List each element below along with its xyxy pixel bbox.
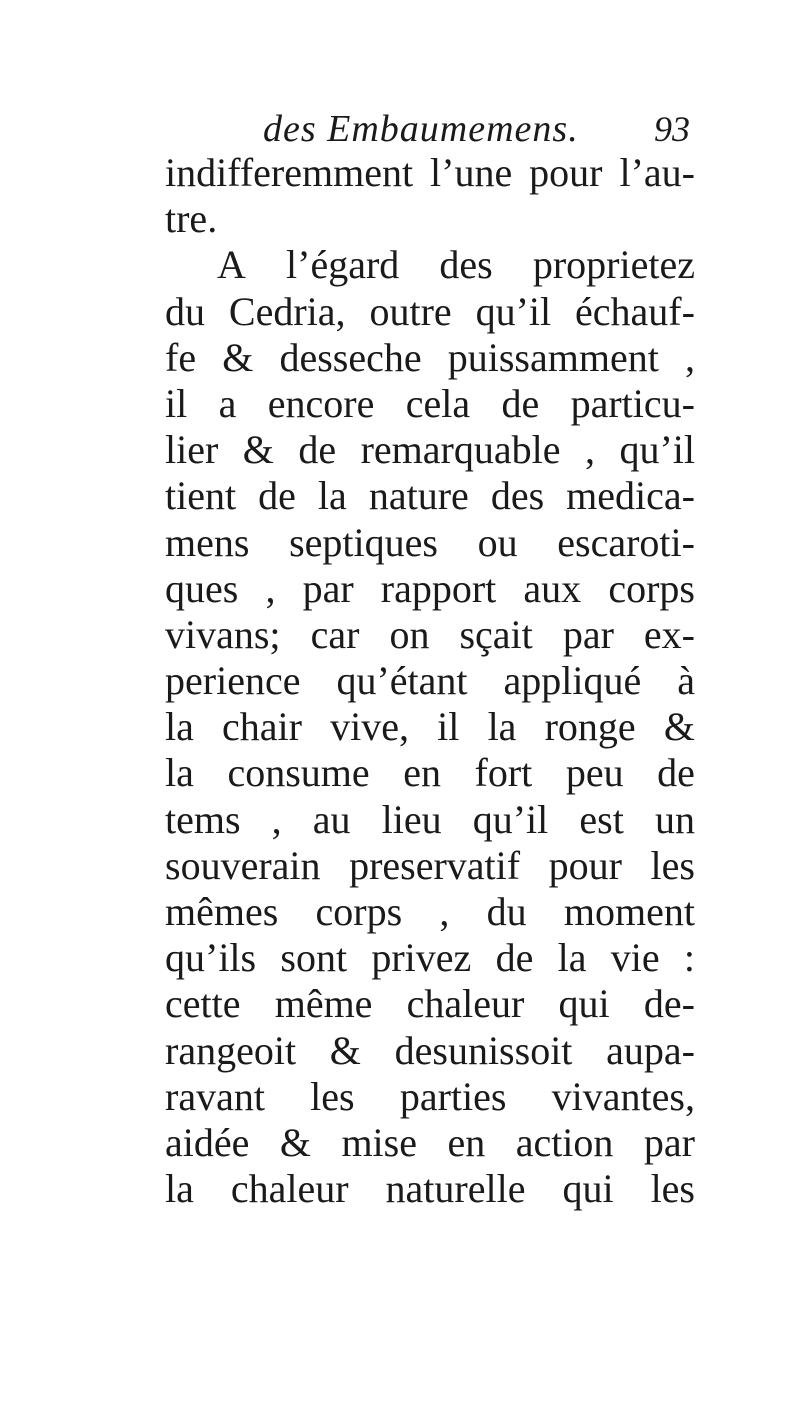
word: il (437, 704, 460, 750)
word: proprietez (532, 242, 695, 288)
word: privez (371, 935, 472, 981)
word: tre. (165, 196, 218, 242)
word: l’une (430, 150, 513, 195)
text-line (165, 843, 695, 889)
word: ravant (165, 1073, 265, 1119)
text-line (165, 981, 695, 1027)
word: appliqué (503, 658, 642, 704)
word: en (447, 1119, 486, 1165)
word: du (486, 889, 527, 934)
word: & (329, 1027, 361, 1073)
word: A (217, 242, 246, 288)
word: des (439, 242, 493, 288)
word: , (265, 565, 276, 611)
word: tient (165, 473, 237, 519)
word: échauf- (575, 288, 695, 334)
text-line (165, 889, 695, 935)
text-line (165, 704, 695, 750)
text-line (165, 1120, 695, 1166)
word: la (165, 1166, 194, 1212)
word: rapport (380, 565, 497, 611)
word: la (317, 473, 347, 519)
text-line (165, 427, 695, 473)
text-line (165, 658, 695, 704)
word: par (643, 1119, 695, 1165)
word: vive, (330, 704, 410, 750)
word: la (165, 750, 194, 796)
word: en (403, 750, 441, 796)
word: de (495, 935, 534, 981)
word: indifferemment (165, 150, 414, 195)
word: chaleur (406, 981, 525, 1027)
word: sont (280, 935, 348, 981)
word: les (650, 1166, 695, 1212)
word: qui (562, 1166, 614, 1212)
word: fort (474, 750, 533, 796)
word: lieu (381, 796, 442, 842)
word: souverain (165, 842, 321, 888)
word: au (312, 796, 351, 842)
body-text (165, 150, 695, 1212)
word: particu- (570, 380, 695, 426)
text-line (165, 335, 695, 381)
word: du (165, 288, 205, 334)
word: , (439, 889, 450, 934)
word: la (487, 704, 517, 750)
word: on (389, 611, 430, 657)
word: parties (399, 1073, 507, 1119)
running-title: des Embaumemens. (263, 108, 579, 150)
word: de- (643, 981, 695, 1027)
word: , (584, 427, 595, 473)
word: cela (405, 380, 471, 426)
word: à (677, 658, 695, 704)
word: consume (227, 750, 370, 796)
word: corps (315, 889, 403, 934)
word: desseche (279, 334, 422, 380)
word: des (490, 473, 545, 519)
word: rangeoit (165, 1027, 297, 1073)
word: qu’il (619, 427, 695, 473)
word: , (271, 796, 282, 842)
word: mêmes (165, 889, 279, 934)
word: ou (477, 519, 518, 565)
word: tems (165, 796, 241, 842)
word: septiques (289, 519, 438, 565)
word: action (515, 1119, 614, 1165)
word: Cedria, (228, 288, 346, 334)
text-line (165, 797, 695, 843)
text-line (165, 750, 695, 796)
word: perience (165, 658, 301, 704)
word: qu’étant (336, 658, 468, 704)
word: : (683, 935, 695, 981)
word: mens (165, 519, 250, 565)
text-line (165, 381, 695, 427)
word: naturelle (385, 1166, 526, 1212)
word: de (298, 427, 337, 473)
word: de (501, 380, 540, 426)
word: fe (165, 334, 197, 380)
text-line (165, 1028, 695, 1074)
word: aux (523, 565, 582, 611)
word: ex- (643, 611, 695, 657)
word: & (663, 704, 695, 750)
word: sçait (459, 611, 533, 657)
text-line (165, 196, 695, 242)
word: vie (610, 935, 660, 981)
text-line (165, 612, 695, 658)
text-line (165, 935, 695, 981)
word: les (310, 1073, 355, 1119)
word: puissamment (447, 334, 659, 380)
word: aupa- (606, 1027, 695, 1073)
word: vivans; (165, 611, 281, 657)
word: & (242, 427, 274, 473)
word: desunissoit (394, 1027, 573, 1073)
text-line (165, 520, 695, 566)
text-line (165, 242, 695, 288)
page-number: 93 (654, 109, 690, 149)
word: a (218, 380, 237, 426)
word: est (579, 796, 624, 842)
word: qui (558, 981, 610, 1027)
word: il (165, 380, 188, 426)
text-line (165, 150, 695, 196)
word: chair (222, 704, 302, 750)
word: vivantes, (551, 1073, 695, 1119)
word: qu’il (472, 796, 549, 842)
word: & (279, 1119, 311, 1165)
word: l’égard (286, 242, 400, 288)
word: encore (267, 380, 375, 426)
word: chaleur (230, 1166, 349, 1212)
word: lier (165, 427, 219, 473)
word: medica- (566, 473, 695, 519)
word: ques (165, 565, 239, 611)
word: outre (369, 288, 452, 334)
word: qu’il (475, 288, 552, 334)
word: preservatif (349, 842, 521, 888)
word: de (657, 750, 695, 796)
word: par (562, 611, 614, 657)
word: qu’ils (165, 935, 257, 981)
word: un (654, 796, 695, 842)
word: mise (341, 1119, 417, 1165)
word: nature (368, 473, 469, 519)
word: même (274, 981, 373, 1027)
word: ronge (544, 704, 636, 750)
word: aidée (165, 1119, 250, 1165)
word: moment (563, 889, 695, 934)
text-line (165, 1074, 695, 1120)
word: par (302, 565, 354, 611)
word: de (258, 473, 296, 519)
text-line (165, 289, 695, 335)
word: escaroti- (557, 519, 695, 565)
word: pour (529, 150, 603, 195)
text-line (165, 473, 695, 519)
word: la (557, 935, 587, 981)
word: pour (548, 842, 622, 888)
word: car (310, 611, 360, 657)
text-line (165, 566, 695, 612)
word: les (650, 842, 695, 888)
word: & (222, 334, 254, 380)
word: cette (165, 981, 241, 1027)
word: l’au- (619, 150, 695, 195)
word: remarquable (360, 427, 561, 473)
word: corps (608, 565, 695, 611)
word: la (165, 704, 194, 750)
word: , (684, 334, 695, 380)
running-head (165, 105, 690, 153)
word: peu (565, 750, 624, 796)
text-line (165, 1166, 695, 1212)
